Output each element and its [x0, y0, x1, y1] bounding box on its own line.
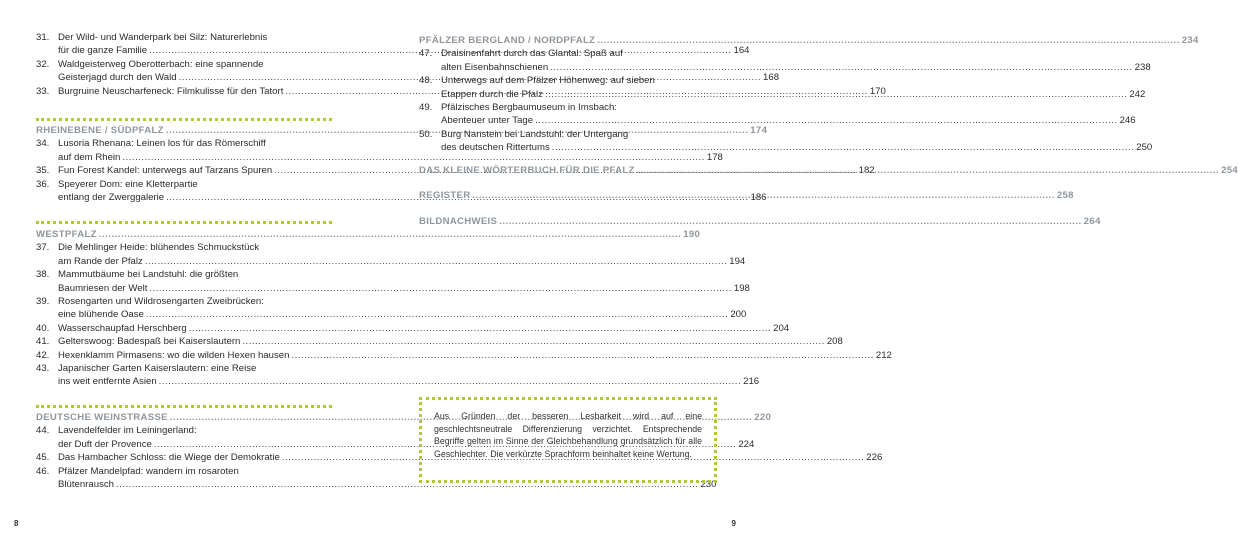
entry-line	[36, 308, 747, 321]
toc-entry	[36, 295, 747, 322]
entry-title: Lavendelfelder im Leiningerland:	[58, 425, 197, 437]
entry-page: 200	[730, 309, 747, 321]
entry-title: Pfälzer Mandelpfad: wandern im rosaroten	[58, 465, 239, 477]
entry-number: 33.	[36, 85, 50, 97]
entry-line	[36, 282, 750, 295]
section-heading	[419, 215, 1101, 228]
entry-title: eine blühende Oase	[58, 309, 144, 321]
entry-number: 38.	[36, 269, 50, 281]
page-number: 9	[731, 519, 736, 528]
entry-number: 37.	[36, 242, 50, 254]
entry-number: 34.	[36, 138, 50, 150]
entry-page: 250	[1136, 142, 1153, 154]
entry-number: 36.	[36, 178, 50, 190]
entry-page: 264	[1083, 216, 1101, 227]
entry-page: 168	[763, 72, 780, 84]
entry-page: 258	[1056, 190, 1074, 201]
entry-page: 174	[750, 125, 768, 136]
entry-title: Etappen durch die Pfalz	[441, 88, 543, 100]
entry-line	[419, 47, 717, 60]
entry-title: Fun Forest Kandel: unterwegs auf Tarzans Spuren	[58, 165, 273, 177]
entry-page: 224	[738, 438, 755, 450]
entry-title: alten Eisenbahnschienen	[441, 61, 549, 73]
entry-number: 48.	[419, 75, 433, 87]
entry-line	[36, 268, 332, 281]
entry-title: Hexenklamm Pirmasens: wo die wilden Hexen hausen	[58, 349, 290, 361]
entry-page: 242	[1129, 88, 1146, 100]
dot-leader	[552, 141, 1134, 154]
entry-title: Gelterswoog: Badespaß bei Kaiserslautern	[58, 336, 241, 348]
entry-title: auf dem Rhein	[58, 151, 121, 163]
entry-line	[36, 335, 843, 348]
entry-page: 190	[683, 229, 701, 240]
entry-number: 39.	[36, 296, 50, 308]
entry-line	[36, 478, 717, 491]
entry-title: Speyerer Dom: eine Kletterpartie	[58, 178, 198, 190]
entry-line	[419, 141, 1153, 154]
entry-line	[36, 362, 332, 375]
entry-number: 35.	[36, 165, 50, 177]
entry-title: entlang der Zwerggalerie	[58, 192, 165, 204]
entry-title: Die Mehlinger Heide: blühendes Schmuckstück	[58, 242, 260, 254]
entry-line	[419, 61, 1151, 74]
toc-section-westpfalz	[36, 228, 892, 389]
section-title: REGISTER	[419, 190, 471, 201]
entry-title: Wasserschaupfad Herschberg	[58, 322, 187, 334]
section-heading	[419, 34, 1199, 47]
entry-title: Draisinenfahrt durch das Glantal: Spaß auf	[441, 48, 623, 60]
entry-line	[36, 349, 892, 362]
entry-page: 238	[1134, 61, 1151, 73]
entry-title: Der Wild- und Wanderpark bei Silz: Naturerlebnis	[58, 32, 268, 43]
entry-title: Unterwegs auf dem Pfälzer Höhenweg: auf sieben	[441, 75, 655, 87]
section-divider	[36, 221, 332, 224]
entry-title: Baumriesen der Welt	[58, 282, 148, 294]
entry-title: Burgruine Neuscharfeneck: Filmkulisse für den Tatort	[58, 85, 284, 97]
entry-page: 204	[773, 322, 790, 334]
section-title: BILDNACHWEIS	[419, 216, 498, 227]
dot-leader	[550, 61, 1132, 74]
entry-title: der Duft der Provence	[58, 438, 152, 450]
entry-title: Blütenrausch	[58, 479, 114, 491]
entry-line	[36, 438, 755, 451]
entry-title: Lusoria Rhenana: Leinen los für das Römerschiff	[58, 138, 266, 150]
toc-entry	[36, 451, 883, 464]
section-divider	[36, 405, 332, 408]
entry-title: Pfälzisches Bergbaumuseum in Imsbach:	[441, 102, 617, 114]
entry-line	[419, 101, 717, 114]
entry-number: 41.	[36, 336, 50, 348]
toc-entry	[36, 322, 790, 335]
entry-line	[36, 31, 332, 44]
entry-title: Japanischer Garten Kaiserslautern: eine Reise	[58, 363, 257, 375]
entry-number: 40.	[36, 322, 50, 334]
entry-number: 42.	[36, 349, 50, 361]
toc-entry	[36, 362, 760, 389]
entry-line	[36, 451, 883, 464]
section-title: DEUTSCHE WEINSTRASSE	[36, 412, 168, 423]
entry-page: 230	[700, 479, 717, 491]
dot-leader	[472, 189, 1054, 202]
notice-box: Aus Gründen der besseren Lesbarkeit wird auf eine geschlechtsneutrale Differenzierung verzichtet. Entsprechende Begriffe gelten im Sinne der Gleichbehandlung grundsätzlich für alle Geschlechter. Die verkürzte Sprachform beinhaltet keine Wertung.	[419, 397, 717, 483]
entry-line	[36, 375, 760, 388]
entry-line	[36, 465, 332, 478]
entry-page: 178	[706, 151, 723, 163]
entry-title: Mammutbäume bei Landstuhl: die größten	[58, 269, 239, 281]
entry-page: 194	[729, 255, 746, 267]
toc-extra-bildnachweis	[419, 215, 1101, 228]
section-heading	[36, 228, 701, 241]
entry-number: 46.	[36, 465, 50, 477]
entry-page: 234	[1181, 35, 1199, 46]
entry-number: 47.	[419, 48, 433, 60]
toc-entry	[36, 335, 843, 348]
dot-leader	[499, 215, 1081, 228]
dot-leader	[597, 34, 1179, 47]
entry-line	[36, 255, 746, 268]
entry-title: des deutschen Rittertums	[441, 142, 550, 154]
section-title: PFÄLZER BERGLAND / NORDPFALZ	[419, 35, 596, 46]
entry-line	[419, 74, 717, 87]
entry-page: 208	[826, 336, 843, 348]
toc-entry	[36, 268, 750, 295]
entry-line	[36, 58, 332, 71]
entry-page: 182	[858, 165, 875, 177]
entry-page: 216	[743, 376, 760, 388]
entry-title: ins weit entfernte Asien	[58, 376, 157, 388]
entry-title: Das Hambacher Schloss: die Wiege der Demokratie	[58, 452, 280, 464]
entry-number: 50.	[419, 128, 433, 140]
entry-line	[36, 151, 723, 164]
entry-number: 43.	[36, 363, 50, 375]
entry-page: 170	[869, 85, 886, 97]
toc-entry	[36, 465, 717, 492]
entry-line	[36, 295, 332, 308]
entry-title: Waldgeisterweg Oberotterbach: eine spannende	[58, 58, 264, 70]
entry-title: Abenteuer unter Tage	[441, 115, 534, 127]
entry-number: 32.	[36, 58, 50, 70]
section-title: RHEINEBENE / SÜDPFALZ	[36, 125, 164, 136]
dot-leader	[535, 114, 1117, 127]
entry-line	[419, 128, 717, 141]
page-number: 8	[14, 519, 19, 528]
entry-number: 44.	[36, 425, 50, 437]
entry-page: 164	[733, 45, 750, 57]
entry-page: 254	[1221, 165, 1238, 176]
entry-page: 220	[754, 412, 772, 423]
entry-line	[36, 322, 790, 335]
entry-number: 31.	[36, 32, 50, 43]
section-heading	[36, 411, 772, 424]
entry-page: 198	[733, 282, 750, 294]
entry-line	[36, 137, 332, 150]
entry-line	[36, 424, 332, 437]
entry-page: 186	[750, 192, 767, 204]
entry-title: für die ganze Familie	[58, 45, 148, 57]
section-title: DAS KLEINE WÖRTERBUCH FÜR DIE PFALZ	[419, 165, 635, 176]
entry-number: 45.	[36, 452, 50, 464]
entry-title: am Rande der Pfalz	[58, 255, 143, 267]
dot-leader	[545, 88, 1127, 101]
entry-page: 212	[875, 349, 892, 361]
entry-title: Burg Nanstein bei Landstuhl: der Untergang	[441, 128, 629, 140]
entry-page: 226	[866, 452, 883, 464]
entry-line	[36, 241, 332, 254]
section-divider	[36, 118, 332, 121]
entry-page: 246	[1119, 115, 1136, 127]
toc-entry	[36, 349, 892, 362]
dot-leader	[637, 164, 1219, 177]
entry-line	[419, 114, 1136, 127]
entry-title: Geisterjagd durch den Wald	[58, 72, 177, 84]
section-title: WESTPFALZ	[36, 229, 97, 240]
toc-entry	[36, 241, 746, 268]
entry-number: 49.	[419, 102, 433, 114]
entry-title: Rosengarten und Wildrosengarten Zweibrücken:	[58, 296, 264, 308]
entry-line	[36, 178, 332, 191]
toc-entry	[419, 101, 1136, 128]
